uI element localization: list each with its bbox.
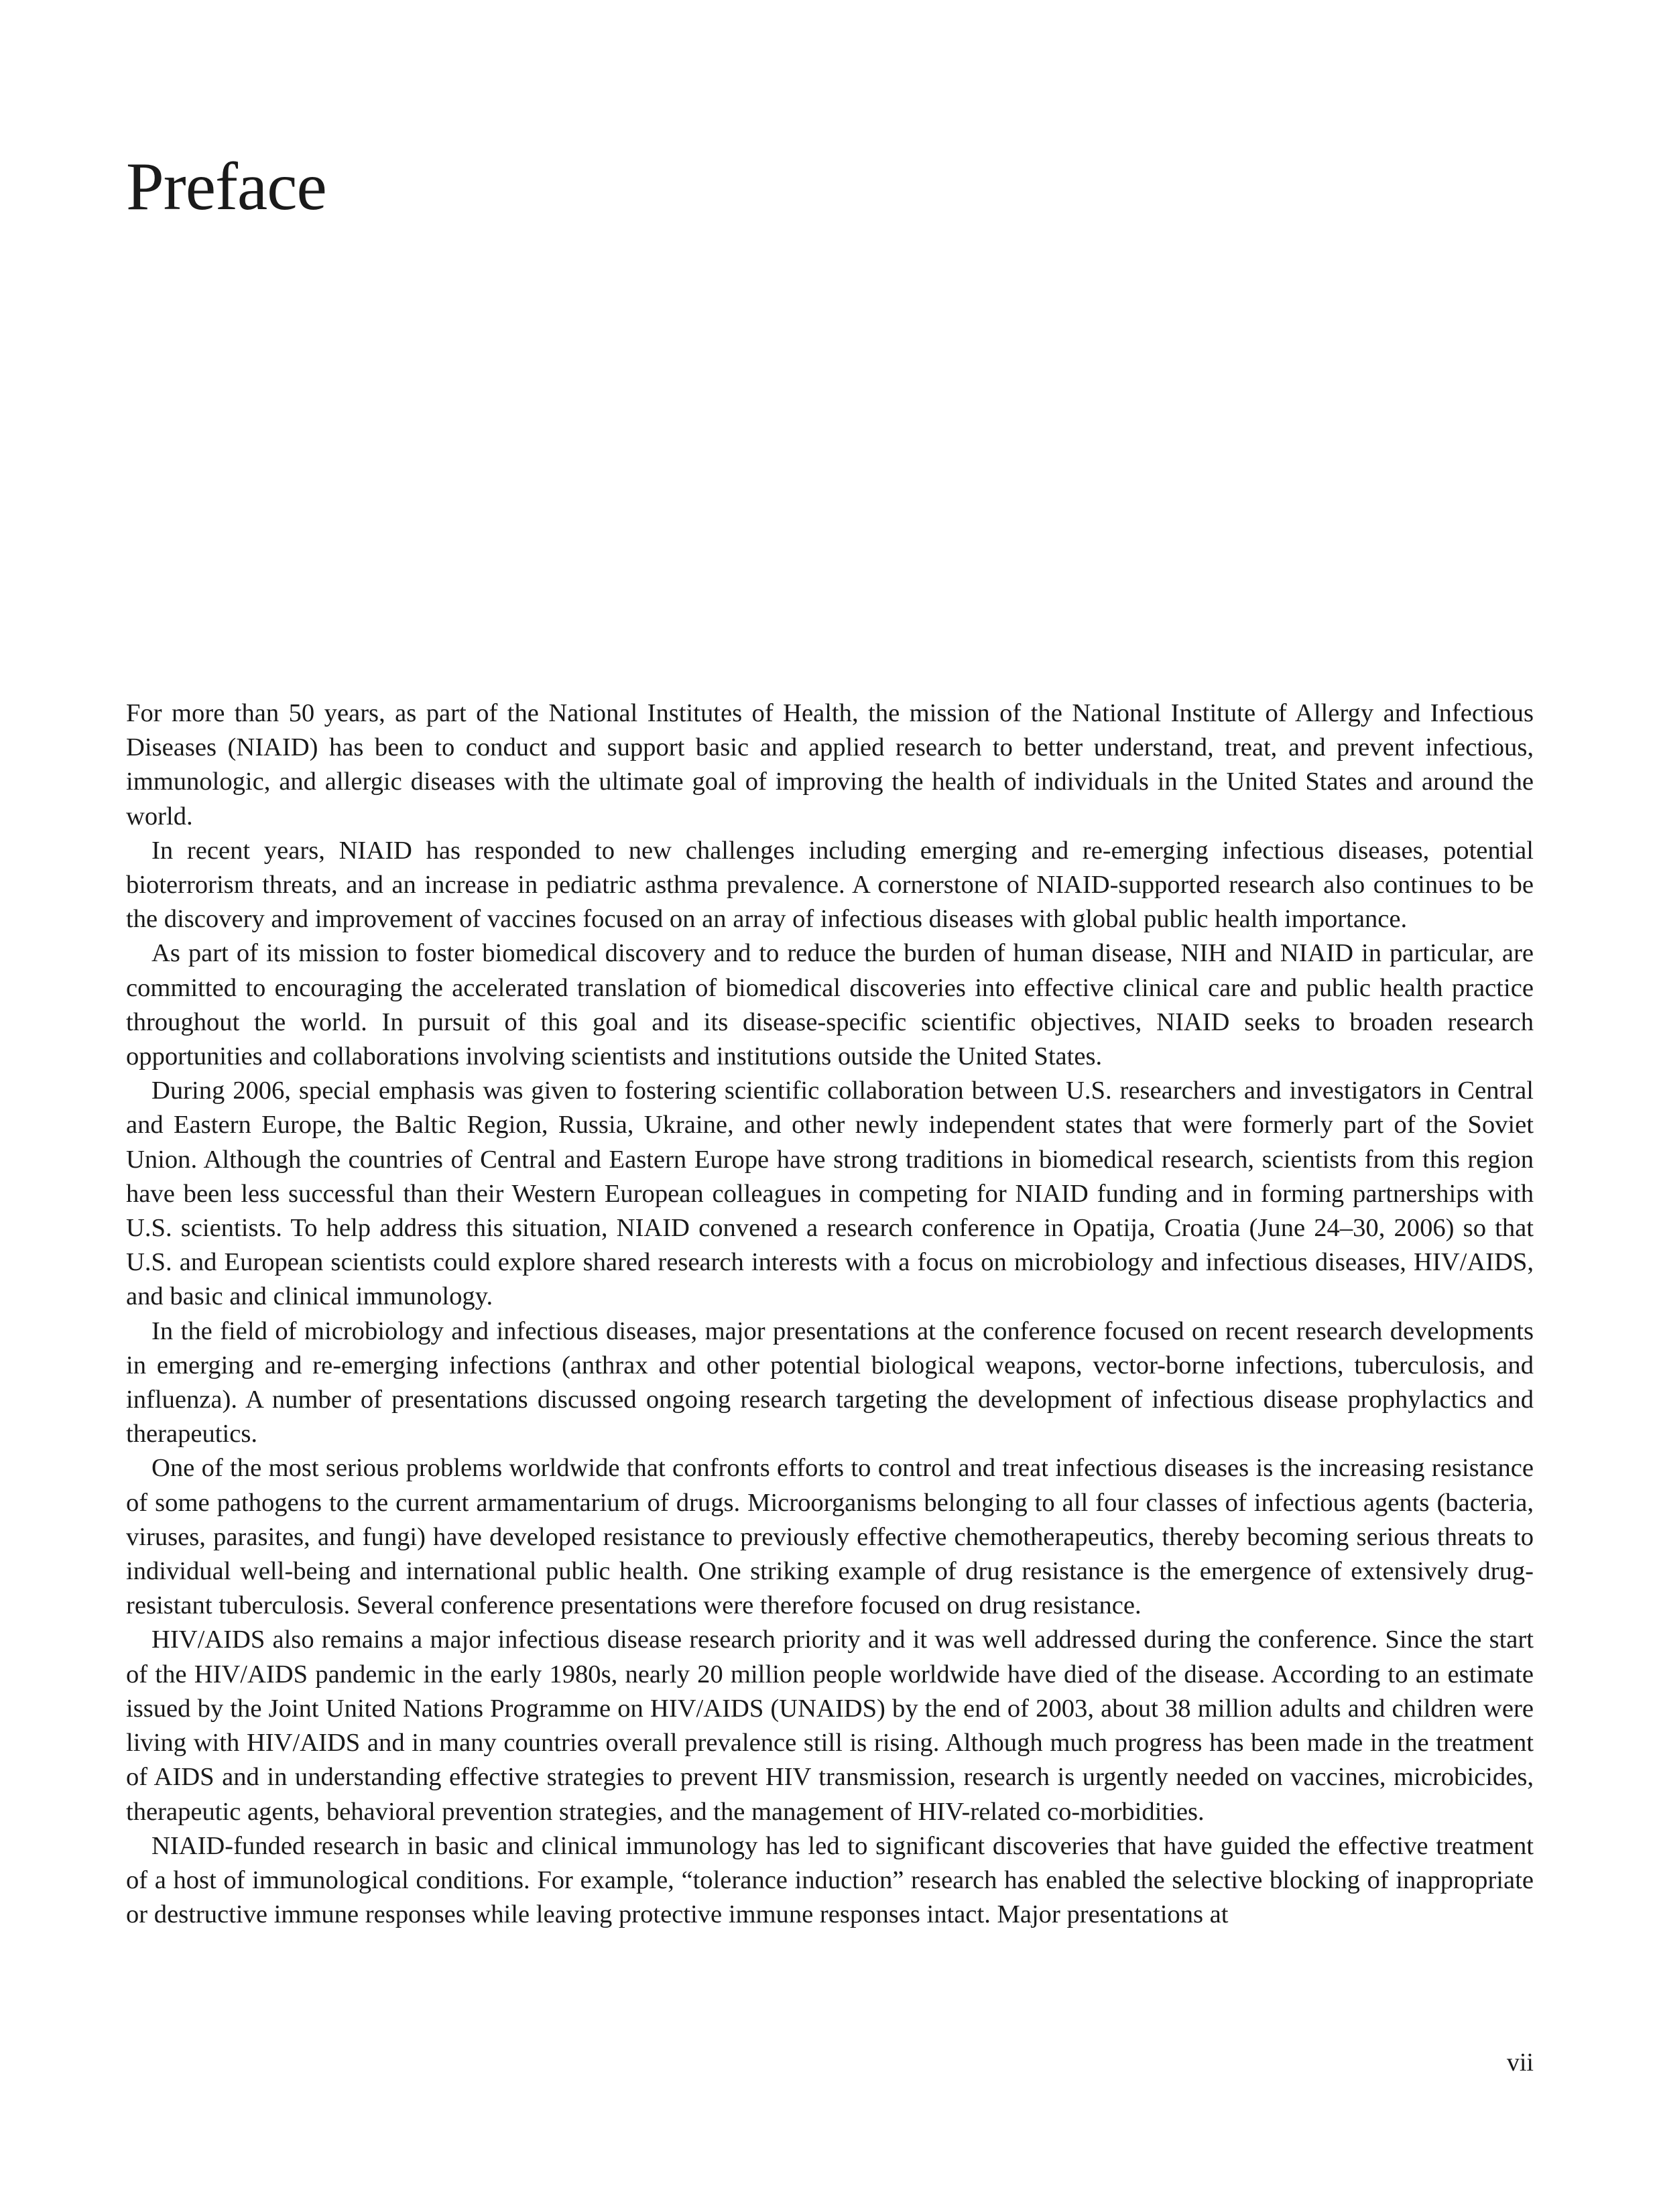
paragraph: HIV/AIDS also remains a major infectious disease research priority and it was well addressed during the conference. Since the start of the HIV/AIDS pandemic in the early 1980s, nearly 20 million people worldwide have died of the disease. According to an estimate issued by the Joint United Nations Programme on HIV/AIDS (UNAIDS) by the end of 2003, about 38 million adults and children were living with HIV/AIDS and in many countries overall prevalence still is rising. Although much progress has been made in the treatment of AIDS and in understanding effective strategies to prevent HIV transmission, research is urgently needed on vaccines, microbicides, therapeutic agents, behavioral prevention strategies, and the management of HIV-related co-morbidities. [126,1625,1534,1826]
paragraph: In recent years, NIAID has responded to new challenges including emerging and re-emerging infectious diseases, potential bioterrorism threats, and an increase in pediatric asthma prevalence. A cornerstone of NIAID-supported research also continues to be the discovery and improvement of vaccines focused on an array of infectious diseases with global public health importance. [126,836,1534,934]
page-title: Preface [126,149,326,225]
preface-body [126,696,1534,1932]
paragraph: For more than 50 years, as part of the National Institutes of Health, the mission of the National Institute of Allergy and Infectious Diseases (NIAID) has been to conduct and support basic and applied research to better understand, treat, and prevent infectious, immunologic, and allergic diseases with the ultimate goal of improving the health of individuals in the United States and around the world. [126,699,1534,831]
paragraph: As part of its mission to foster biomedical discovery and to reduce the burden of human disease, NIH and NIAID in particular, are committed to encouraging the accelerated translation of biomedical discoveries into effective clinical care and public health practice throughout the world. In pursuit of this goal and its disease-specific scientific objectives, NIAID seeks to broaden research opportunities and collaborations involving scientists and institutions outside the United States. [126,939,1534,1071]
paragraph: NIAID-funded research in basic and clinical immunology has led to significant discoveries that have guided the effective treatment of a host of immunological conditions. For example, “tolerance induction” research has enabled the selective blocking of inappropriate or destructive immune responses while leaving protective immune responses intact. Major presentations at [126,1831,1534,1929]
paragraph: In the field of microbiology and infectious diseases, major presentations at the conference focused on recent research developments in emerging and re-emerging infections (anthrax and other potential biological weapons, vector-borne infections, tuberculosis, and influenza). A number of presentations discussed ongoing research targeting the development of infectious disease prophylactics and therapeutics. [126,1316,1534,1449]
paragraph: One of the most serious problems worldwide that confronts efforts to control and treat infectious diseases is the increasing resistance of some pathogens to the current armamentarium of drugs. Microorganisms belonging to all four classes of infectious agents (bacteria, viruses, parasites, and fungi) have developed resistance to previously effective chemotherapeutics, thereby becoming serious threats to individual well-being and international public health. One striking example of drug resistance is the emergence of extensively drug-resistant tuberculosis. Several conference presentations were therefore focused on drug resistance. [126,1454,1534,1620]
page-number: vii [1506,2048,1534,2077]
paragraph: During 2006, special emphasis was given to fostering scientific collaboration between U.S. researchers and investigators in Central and Eastern Europe, the Baltic Region, Russia, Ukraine, and other newly independent states that were formerly part of the Soviet Union. Although the countries of Central and Eastern Europe have strong traditions in biomedical research, scientists from this region have been less successful than their Western European colleagues in competing for NIAID funding and in forming partnerships with U.S. scientists. To help address this situation, NIAID convened a research conference in Opatija, Croatia (June 24–30, 2006) so that U.S. and European scientists could explore shared research interests with a focus on microbiology and infectious diseases, HIV/AIDS, and basic and clinical immunology. [126,1077,1534,1311]
